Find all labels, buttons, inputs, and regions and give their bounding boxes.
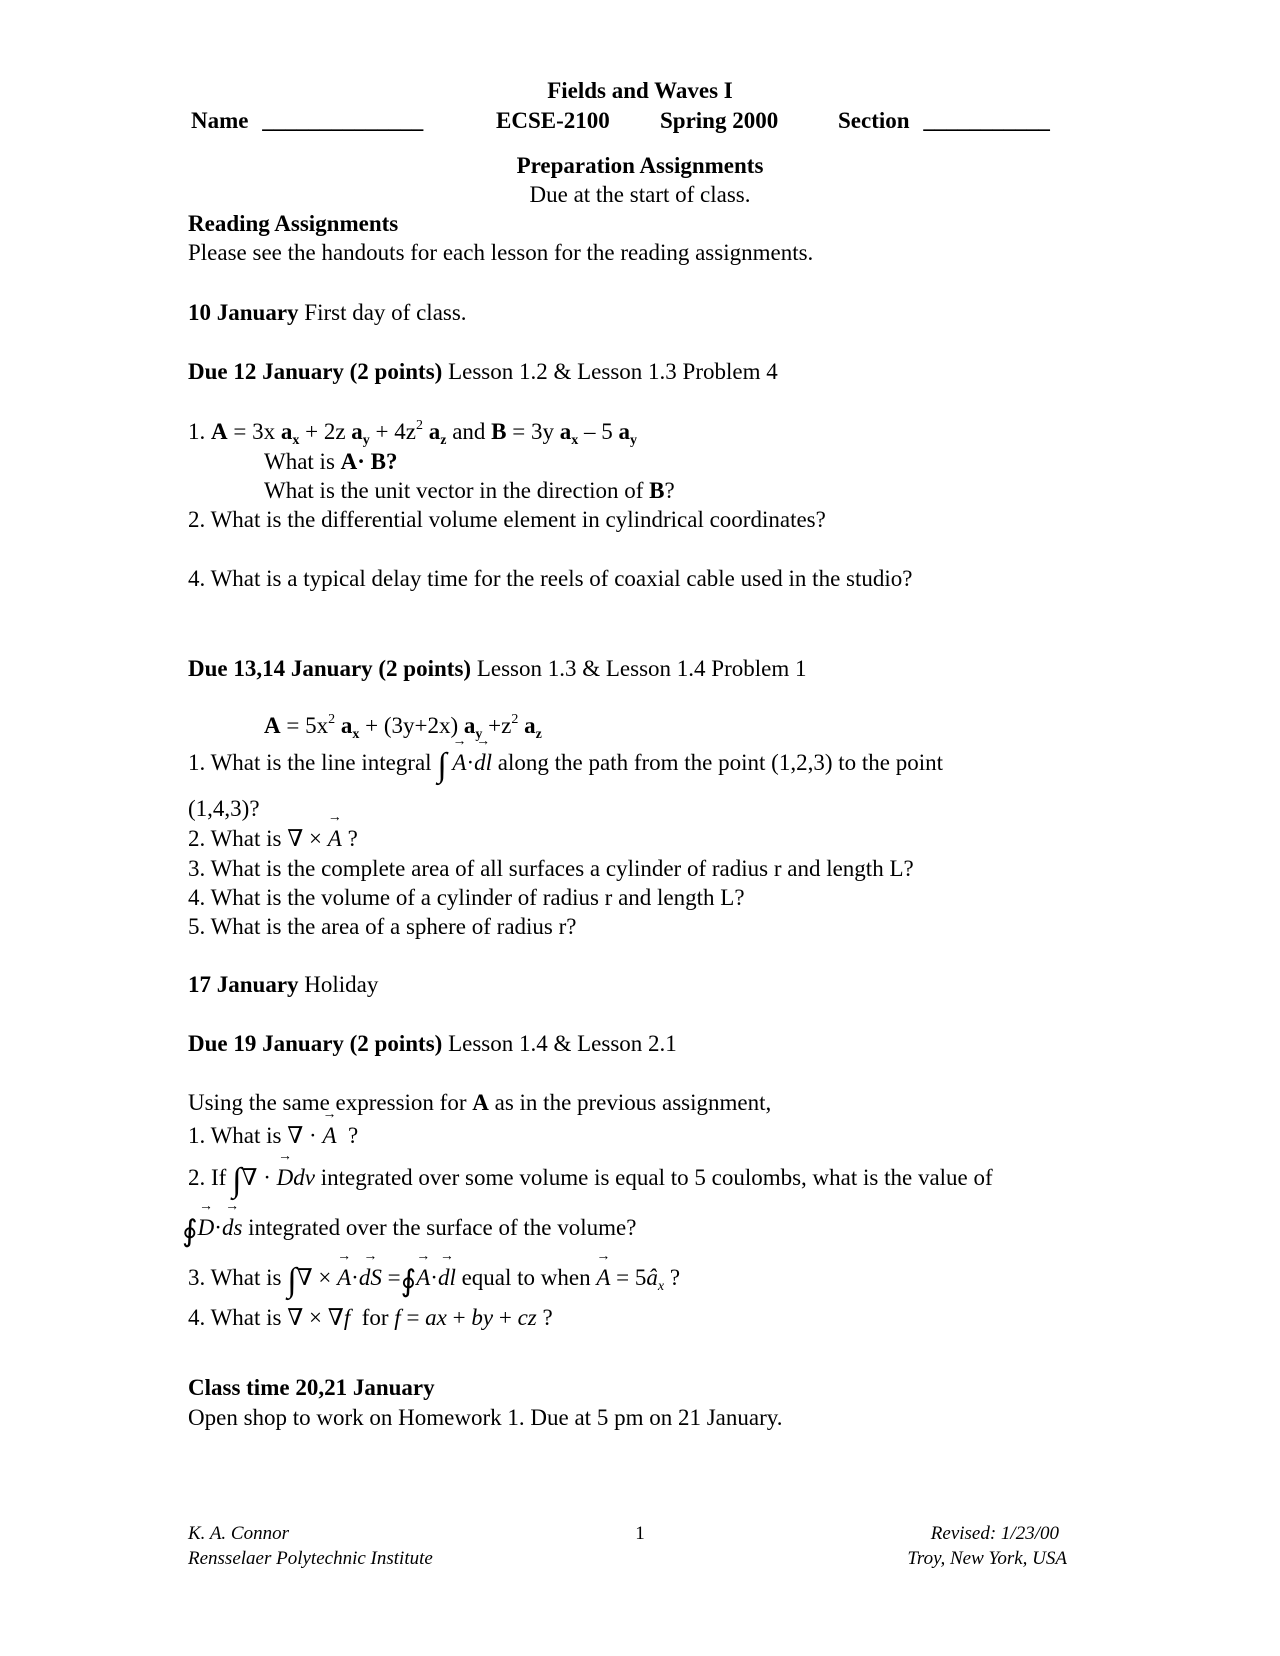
q13-q5: 5. What is the area of a sphere of radius r?: [188, 914, 577, 939]
entry-jan13: Due 13,14 January (2 points) Lesson 1.3 & Lesson 1.4 Problem 1: [188, 656, 807, 681]
page-number: 1: [635, 1523, 645, 1544]
q13-q1: 1. What is the line integral ∫ → A·→ dl along the path from the point (1,2,3) to the point: [188, 750, 943, 776]
entry-jan17: 17 January Holiday: [188, 972, 379, 997]
q12-q1b: What is the unit vector in the direction of B?: [264, 478, 675, 503]
q12-q1a: What is A· B?: [264, 449, 398, 474]
page-title: Preparation Assignments: [516, 153, 764, 178]
entry-jan10: 10 January First day of class.: [188, 300, 467, 325]
section-label: Section ___________: [838, 108, 1050, 133]
q13-q1-continued: (1,4,3)?: [188, 796, 260, 821]
q19-q1: 1. What is ∇ · → A ?: [188, 1123, 358, 1149]
page-subtitle: Due at the start of class.: [529, 182, 751, 207]
q12-q1-expression: 1. A = 3x $a_x + 2z$ $a_y + 4z^2$ $a_z$ and B = 3y $a_x - 5$ $a_y$: [188, 418, 637, 448]
course-code: ECSE-2100: [496, 108, 610, 133]
course-name: Fields and Waves I: [547, 78, 733, 103]
q13-q2: 2. What is ∇ × → A ?: [188, 826, 358, 852]
entry-jan20-heading: Class time 20,21 January: [188, 1375, 435, 1400]
q19-q4: 4. What is ∇ × ∇f for f = ax + by + cz ?: [188, 1305, 553, 1330]
q13-q3: 3. What is the complete area of all surfaces a cylinder of radius r and length L?: [188, 856, 914, 881]
name-blank: ______________: [262, 108, 424, 133]
q19-q3: 3. What is ∫∇ × → A·→ dS =∮→ A·→ dl equal to when → $A = 5â_x$ ?: [188, 1265, 680, 1292]
entry-jan20-text: Open shop to work on Homework 1. Due at 5 pm on 21 January.: [188, 1405, 783, 1430]
name-label: Name ______________: [191, 108, 424, 133]
reading-heading: Reading Assignments: [188, 211, 399, 236]
q12-q4: 4. What is a typical delay time for the reels of coaxial cable used in the studio?: [188, 566, 913, 591]
entry-jan19: Due 19 January (2 points) Lesson 1.4 & Lesson 2.1: [188, 1031, 677, 1056]
footer-author: K. A. Connor: [188, 1523, 290, 1544]
term: Spring 2000: [660, 108, 779, 133]
reading-text: Please see the handouts for each lesson for the reading assignments.: [188, 240, 814, 265]
q19-q2: 2. If ∫∇ · → Ddv integrated over some volume is equal to 5 coulombs, what is the value of: [188, 1165, 993, 1191]
q13-q4: 4. What is the volume of a cylinder of radius r and length L?: [188, 885, 745, 910]
footer-revised: Revised: 1/23/00: [930, 1523, 1059, 1544]
q19-q2-continued: ∮→ D·→ ds integrated over the surface of the volume?: [182, 1215, 636, 1242]
q19-intro: Using the same expression for A as in the previous assignment,: [188, 1090, 772, 1115]
footer-institution: Rensselaer Polytechnic Institute: [188, 1548, 433, 1569]
q13-vector-a: $A = 5x^2$ $a_x + (3y+2x)$ $a_y +z^2$ $a_z$: [264, 712, 542, 742]
entry-jan12: Due 12 January (2 points) Lesson 1.2 & Lesson 1.3 Problem 4: [188, 359, 778, 384]
footer-location: Troy, New York, USA: [907, 1548, 1067, 1569]
q12-q2: 2. What is the differential volume element in cylindrical coordinates?: [188, 507, 826, 532]
section-blank: ___________: [923, 108, 1050, 133]
